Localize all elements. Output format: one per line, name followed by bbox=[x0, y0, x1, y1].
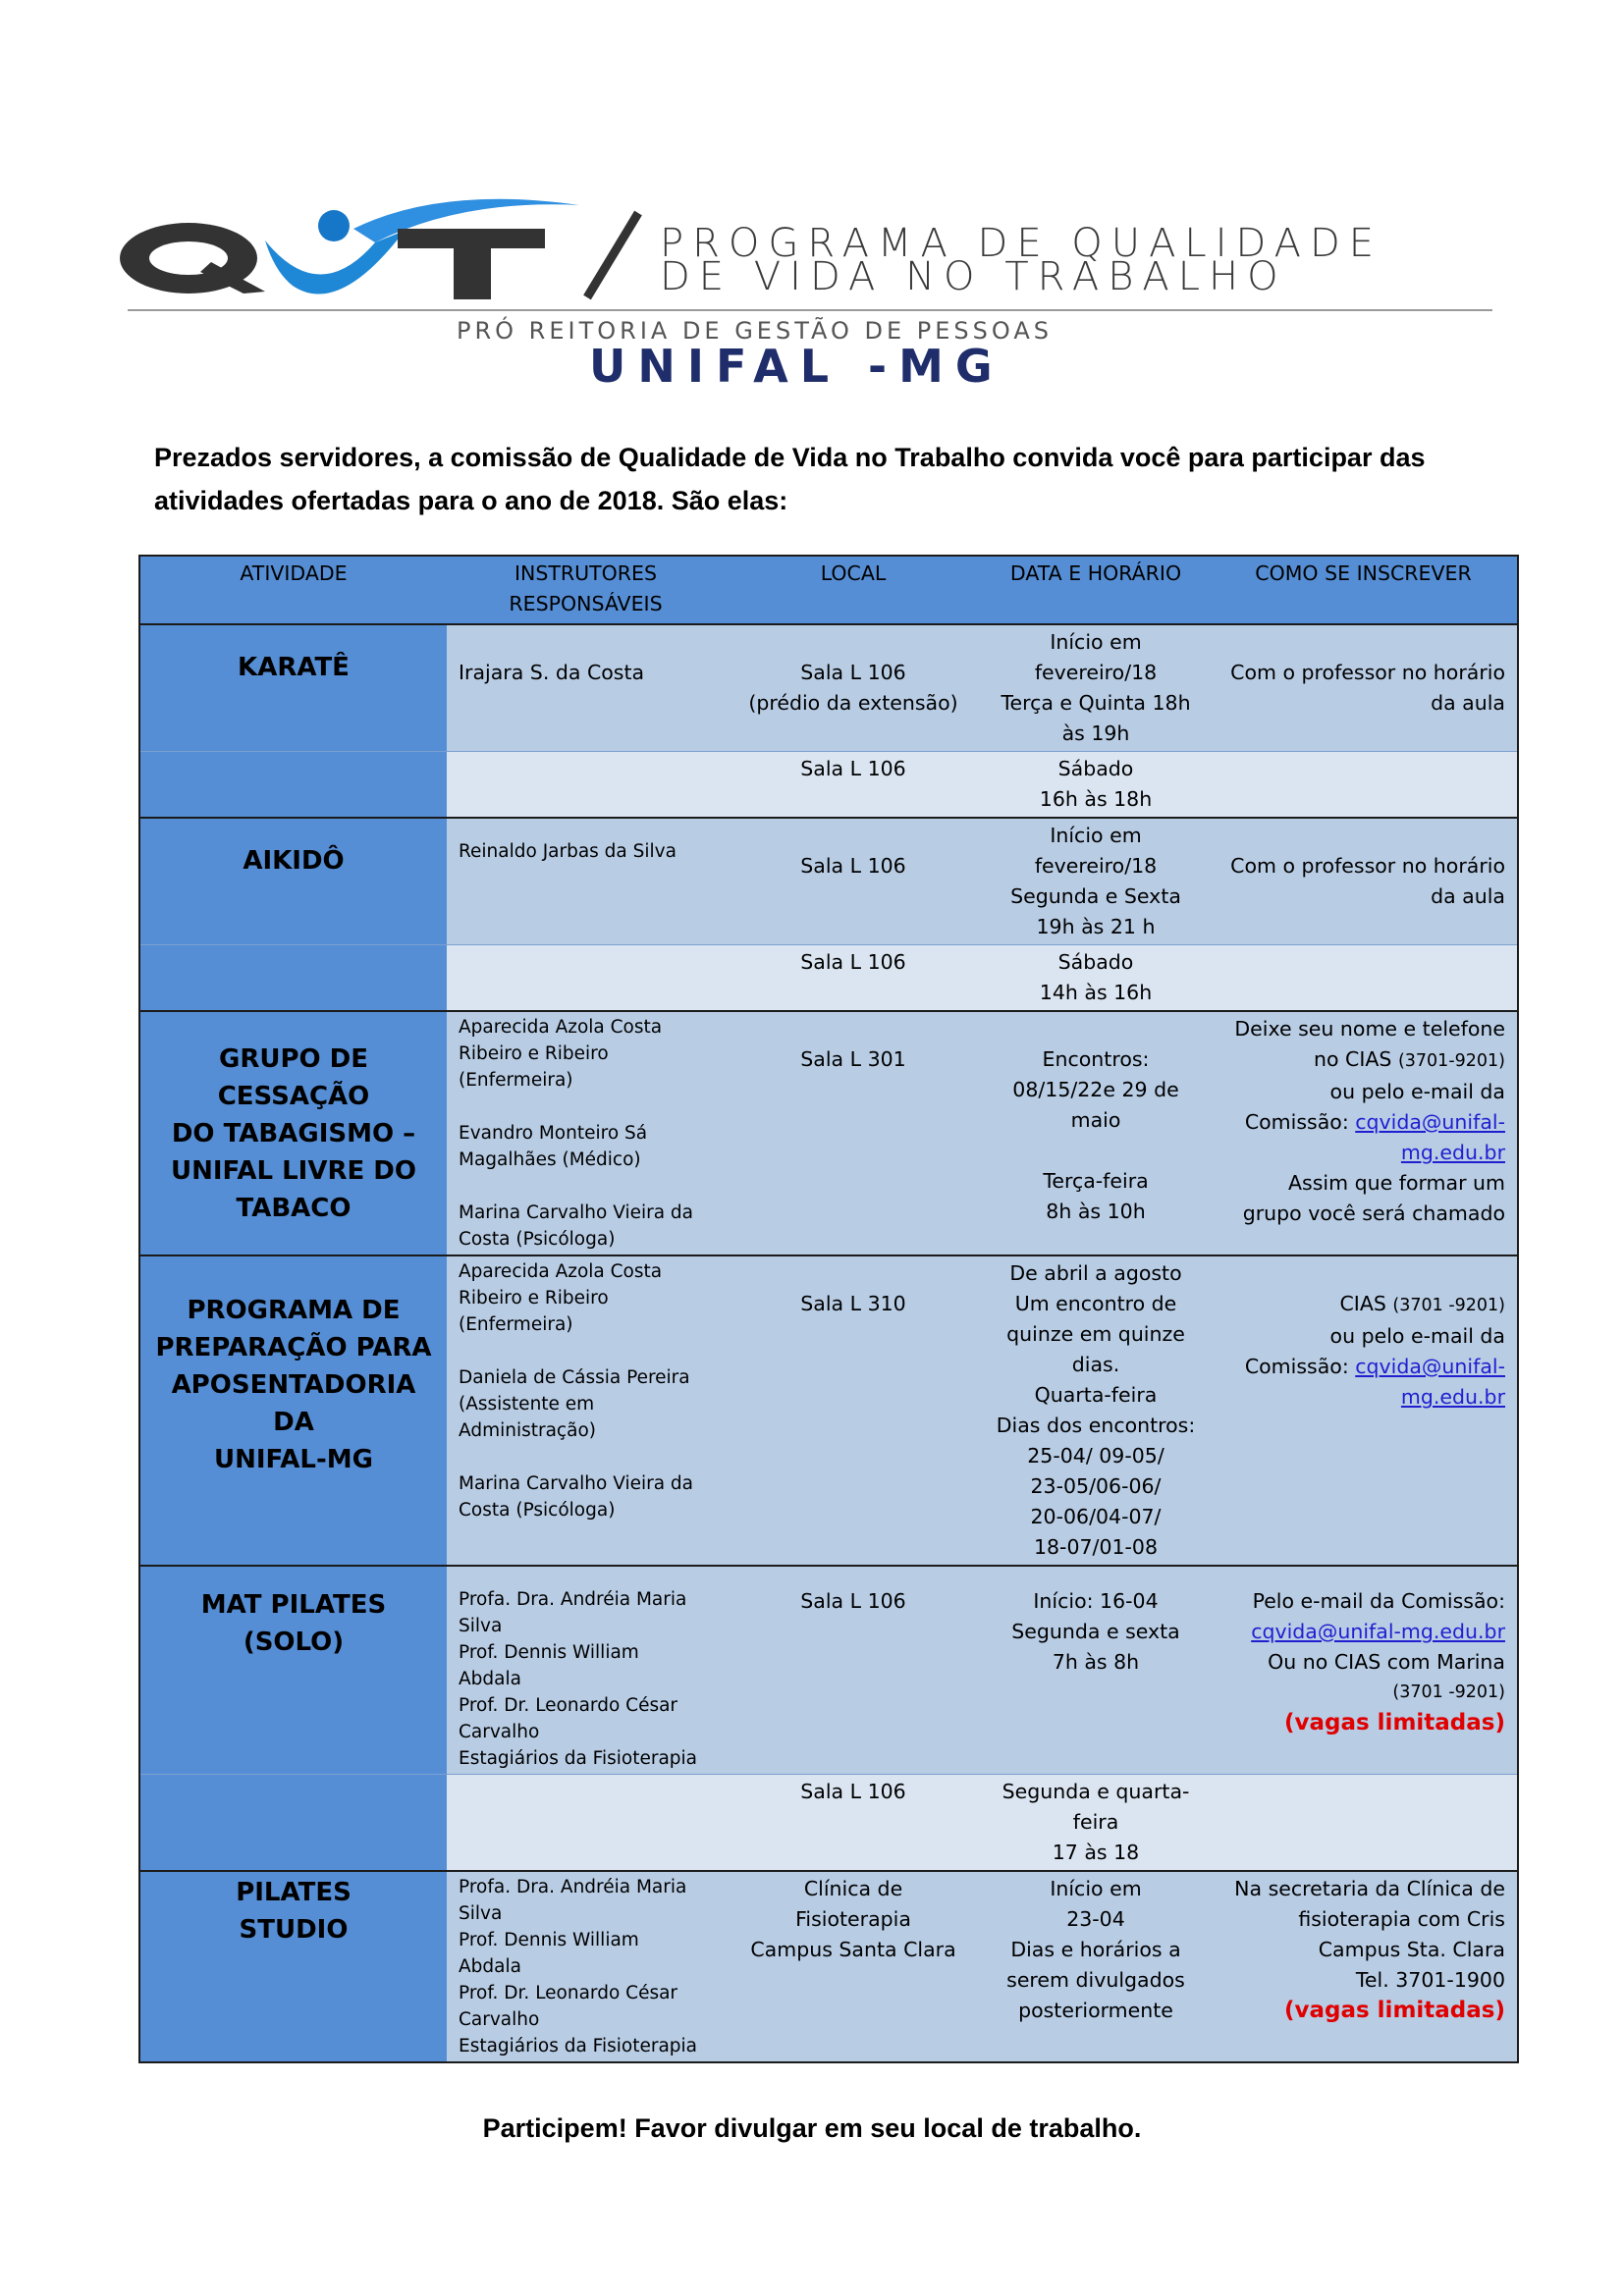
instructor-line: (Enfermeira) bbox=[459, 1314, 573, 1335]
como-tabagismo-line: grupo você será chamado bbox=[1242, 1201, 1505, 1225]
instructor-mat-pilates bbox=[447, 1566, 725, 1775]
instructor-pilates-studio bbox=[447, 1871, 725, 2062]
data-aposentadoria-line: 25-04/ 09-05/ bbox=[1027, 1444, 1164, 1468]
data-pilates-studio-line: serem divulgados bbox=[1006, 1968, 1185, 1992]
table-row-pilates-studio bbox=[139, 1871, 1518, 2062]
email-link[interactable]: cqvida@unifal- bbox=[1355, 1355, 1505, 1378]
instructor-line: Estagiários da Fisioterapia bbox=[459, 1748, 698, 1769]
local-karate-saturday: Sala L 106 bbox=[725, 752, 982, 819]
data-aikido-line: 19h às 21 h bbox=[1036, 915, 1156, 938]
instructor-line: Prof. Dr. Leonardo César bbox=[459, 1695, 678, 1716]
instructor-line: Evandro Monteiro Sá bbox=[459, 1123, 648, 1144]
limited-spots-notice: (vagas limitadas) bbox=[1283, 1710, 1505, 1735]
activity-mat-pilates bbox=[139, 1566, 447, 1775]
data-karate-line: Início em bbox=[1050, 630, 1142, 654]
header-local: LOCAL bbox=[725, 556, 982, 624]
activity-aposentadoria bbox=[139, 1255, 447, 1566]
activity-tabagismo-line: GRUPO DE CESSAÇÃO bbox=[217, 1043, 370, 1111]
data-karate-line: Terça e Quinta 18h bbox=[1001, 691, 1191, 715]
como-empty bbox=[1210, 945, 1518, 1012]
como-aposentadoria-line bbox=[1221, 1289, 1505, 1321]
data-aposentadoria-line: 20-06/04-07/ bbox=[1030, 1505, 1162, 1528]
instructor-line: Aparecida Azola Costa bbox=[459, 1261, 663, 1282]
instructor-aposentadoria bbox=[447, 1255, 725, 1566]
data-aikido-line: Início em bbox=[1050, 824, 1142, 847]
data-mat-pilates-line: Início: 16-04 bbox=[1033, 1589, 1159, 1613]
data-karate-saturday bbox=[982, 752, 1210, 819]
instructor-line: Carvalho bbox=[459, 1722, 540, 1742]
activity-empty bbox=[139, 752, 447, 819]
data-pilates-studio-line: posteriormente bbox=[1018, 1999, 1173, 2022]
como-cias-phone: (3701-9201) bbox=[1397, 1051, 1505, 1071]
activity-tabagismo-line: DO TABAGISMO – bbox=[171, 1118, 416, 1148]
data-tabagismo-line: maio bbox=[1070, 1108, 1121, 1132]
data-tabagismo-line: 8h às 10h bbox=[1046, 1200, 1146, 1223]
local-mat-pilates: Sala L 106 bbox=[725, 1566, 982, 1775]
instructor-line: Prof. Dennis William bbox=[459, 1930, 639, 1950]
local-tabagismo: Sala L 301 bbox=[725, 1011, 982, 1255]
data-pilates-studio bbox=[982, 1871, 1210, 2062]
local-pilates-studio-line: Fisioterapia bbox=[795, 1907, 911, 1931]
como-pilates-studio-line: fisioterapia com Cris bbox=[1298, 1907, 1505, 1931]
data-tabagismo-line: Encontros: bbox=[1042, 1047, 1150, 1071]
activity-empty bbox=[139, 1775, 447, 1872]
data-karate-saturday-line: 16h às 18h bbox=[1039, 787, 1153, 811]
header-instrutores bbox=[447, 556, 725, 624]
como-comissao-text: Comissão: bbox=[1244, 1110, 1356, 1134]
como-cias-phone: (3701 -9201) bbox=[1392, 1682, 1505, 1702]
como-pilates-studio-line: Na secretaria da Clínica de bbox=[1234, 1877, 1505, 1900]
email-link-continued[interactable]: mg.edu.br bbox=[1400, 1385, 1505, 1409]
data-mat-pilates-extra-line: Segunda e quarta- bbox=[1001, 1780, 1190, 1803]
instructor-line: Ribeiro e Ribeiro bbox=[459, 1288, 609, 1308]
unifal-label: UNIFAL -MG bbox=[589, 340, 1004, 393]
local-mat-pilates-extra: Sala L 106 bbox=[725, 1775, 982, 1872]
data-mat-pilates-line: 7h às 8h bbox=[1052, 1650, 1140, 1674]
como-pilates-studio-line: Campus Sta. Clara bbox=[1318, 1938, 1505, 1961]
data-karate-saturday-line: Sábado bbox=[1057, 757, 1134, 780]
activity-aikido: AIKIDÔ bbox=[139, 818, 447, 945]
table-header-row bbox=[139, 556, 1518, 624]
email-link[interactable]: cqvida@unifal- bbox=[1355, 1110, 1505, 1134]
instructor-line: Daniela de Cássia Pereira bbox=[459, 1367, 690, 1388]
activity-aposentadoria-line: APOSENTADORIA DA bbox=[171, 1370, 416, 1437]
instructor-line: Costa (Psicóloga) bbox=[459, 1229, 616, 1250]
data-aikido-line: fevereiro/18 bbox=[1034, 854, 1158, 878]
data-aikido bbox=[982, 818, 1210, 945]
como-aposentadoria bbox=[1210, 1255, 1518, 1566]
instructor-line: Profa. Dra. Andréia Maria bbox=[459, 1589, 687, 1610]
instructor-line: Prof. Dr. Leonardo César bbox=[459, 1983, 678, 2003]
data-karate-line: fevereiro/18 bbox=[1034, 661, 1158, 684]
table-row-aikido bbox=[139, 818, 1518, 945]
como-tabagismo-line bbox=[1221, 1044, 1505, 1077]
local-pilates-studio-line: Clínica de bbox=[803, 1877, 903, 1900]
instructor-line: Aparecida Azola Costa bbox=[459, 1017, 663, 1038]
como-empty bbox=[1210, 752, 1518, 819]
header-divider bbox=[128, 309, 1492, 311]
data-mat-pilates-line: Segunda e sexta bbox=[1011, 1620, 1180, 1643]
activity-tabagismo-line: UNIFAL LIVRE DO bbox=[171, 1155, 416, 1186]
instructor-line: Magalhães (Médico) bbox=[459, 1149, 641, 1170]
qvt-logo bbox=[118, 191, 648, 309]
header-atividade: ATIVIDADE bbox=[139, 556, 447, 624]
como-karate-line: da aula bbox=[1431, 691, 1505, 715]
data-tabagismo-line: 08/15/22e 29 de bbox=[1012, 1078, 1179, 1101]
como-tabagismo-line: ou pelo e-mail da bbox=[1329, 1080, 1505, 1103]
activity-pilates-studio-line: PILATES bbox=[236, 1878, 352, 1907]
instructor-tabagismo bbox=[447, 1011, 725, 1255]
data-pilates-studio-line: Início em bbox=[1050, 1877, 1142, 1900]
data-mat-pilates-extra-line: 17 às 18 bbox=[1052, 1841, 1140, 1864]
instructor-line: Ribeiro e Ribeiro bbox=[459, 1043, 609, 1064]
activity-aposentadoria-line: PROGRAMA DE bbox=[187, 1296, 401, 1325]
header-logo bbox=[118, 191, 1492, 398]
local-karate-line1: Sala L 106 bbox=[800, 661, 906, 684]
table-row-karate-saturday bbox=[139, 752, 1518, 819]
como-tabagismo-line: Deixe seu nome e telefone bbox=[1234, 1017, 1505, 1041]
program-title-line2: DE VIDA NO TRABALHO bbox=[660, 254, 1287, 299]
data-pilates-studio-line: Dias e horários a bbox=[1010, 1938, 1181, 1961]
activity-pilates-studio bbox=[139, 1871, 447, 2062]
instructor-empty bbox=[447, 945, 725, 1012]
local-aikido-saturday: Sala L 106 bbox=[725, 945, 982, 1012]
instructor-line: Administração) bbox=[459, 1420, 596, 1441]
activity-mat-pilates-line: MAT PILATES bbox=[200, 1590, 387, 1620]
data-aposentadoria bbox=[982, 1255, 1210, 1566]
data-aposentadoria-line: dias. bbox=[1071, 1353, 1120, 1376]
data-aposentadoria-line: Dias dos encontros: bbox=[996, 1414, 1196, 1437]
email-link-continued[interactable]: mg.edu.br bbox=[1400, 1141, 1505, 1164]
email-link[interactable]: cqvida@unifal-mg.edu.br bbox=[1251, 1620, 1505, 1643]
como-aposentadoria-line: ou pelo e-mail da bbox=[1329, 1324, 1505, 1348]
table-row-aikido-saturday bbox=[139, 945, 1518, 1012]
instructor-line: Profa. Dra. Andréia Maria bbox=[459, 1877, 687, 1897]
activity-tabagismo bbox=[139, 1011, 447, 1255]
data-aposentadoria-line: 23-05/06-06/ bbox=[1030, 1474, 1162, 1498]
como-karate bbox=[1210, 624, 1518, 752]
como-pilates-studio bbox=[1210, 1871, 1518, 2062]
data-aposentadoria-line: Um encontro de bbox=[1014, 1292, 1177, 1315]
header-instrutores-line1: INSTRUTORES bbox=[514, 561, 658, 585]
intro-paragraph bbox=[154, 436, 1460, 522]
instructor-line: Marina Carvalho Vieira da bbox=[459, 1473, 694, 1494]
activity-mat-pilates-line: (SOLO) bbox=[243, 1628, 345, 1657]
como-aposentadoria-line bbox=[1221, 1352, 1505, 1382]
instructor-empty bbox=[447, 1775, 725, 1872]
como-cias-text: CIAS bbox=[1339, 1292, 1393, 1315]
table-row-karate bbox=[139, 624, 1518, 752]
data-pilates-studio-line: 23-04 bbox=[1066, 1907, 1125, 1931]
instructor-line: (Assistente em bbox=[459, 1394, 595, 1415]
instructor-karate: Irajara S. da Costa bbox=[447, 624, 725, 752]
data-karate-line: às 19h bbox=[1061, 721, 1130, 745]
activity-karate: KARATÊ bbox=[139, 624, 447, 752]
como-mat-pilates bbox=[1210, 1566, 1518, 1775]
data-mat-pilates bbox=[982, 1566, 1210, 1775]
data-aikido-saturday bbox=[982, 945, 1210, 1012]
data-aposentadoria-line: 18-07/01-08 bbox=[1033, 1535, 1159, 1559]
table-row-tabagismo bbox=[139, 1011, 1518, 1255]
closing-message: Participem! Favor divulgar em seu local de trabalho. bbox=[482, 2113, 1142, 2143]
instructor-aikido: Reinaldo Jarbas da Silva bbox=[447, 818, 725, 945]
como-pilates-studio-line: Tel. 3701-1900 bbox=[1355, 1968, 1505, 1992]
como-mat-pilates-line: Ou no CIAS com Marina bbox=[1268, 1650, 1505, 1674]
instructor-line: (Enfermeira) bbox=[459, 1070, 573, 1091]
data-tabagismo-line: Terça-feira bbox=[1043, 1169, 1149, 1193]
como-comissao-text: Comissão: bbox=[1244, 1355, 1356, 1378]
data-aikido-saturday-line: 14h às 16h bbox=[1039, 981, 1153, 1004]
como-aikido-line: da aula bbox=[1431, 884, 1505, 908]
instructor-line: Costa (Psicóloga) bbox=[459, 1500, 616, 1521]
data-aikido-saturday-line: Sábado bbox=[1057, 950, 1134, 974]
como-empty bbox=[1210, 1775, 1518, 1872]
activity-aposentadoria-line: UNIFAL-MG bbox=[213, 1445, 374, 1474]
activity-aposentadoria-line: PREPARAÇÃO PARA bbox=[155, 1333, 432, 1362]
pro-reitoria-label: PRÓ REITORIA DE GESTÃO DE PESSOAS bbox=[457, 317, 1054, 345]
local-pilates-studio-line: Campus Santa Clara bbox=[750, 1938, 956, 1961]
instructor-line: Estagiários da Fisioterapia bbox=[459, 2036, 698, 2056]
instructor-line: Silva bbox=[459, 1903, 503, 1924]
intro-line-1: Prezados servidores, a comissão de Qualidade de Vida no Trabalho convida você para participar das bbox=[154, 443, 1426, 472]
limited-spots-notice: (vagas limitadas) bbox=[1283, 1998, 1505, 2023]
activities-table bbox=[138, 555, 1519, 2063]
table-row-aposentadoria bbox=[139, 1255, 1518, 1566]
table-row-mat-pilates-extra bbox=[139, 1775, 1518, 1872]
como-karate-line: Com o professor no horário bbox=[1230, 661, 1505, 684]
instructor-line: Carvalho bbox=[459, 2009, 540, 2030]
local-aikido: Sala L 106 bbox=[725, 818, 982, 945]
instructor-line: Abdala bbox=[459, 1669, 521, 1689]
activity-pilates-studio-line: STUDIO bbox=[239, 1915, 349, 1945]
local-aposentadoria: Sala L 310 bbox=[725, 1255, 982, 1566]
data-aikido-line: Segunda e Sexta bbox=[1010, 884, 1181, 908]
header-data: DATA E HORÁRIO bbox=[982, 556, 1210, 624]
como-mat-pilates-line: Pelo e-mail da Comissão: bbox=[1252, 1589, 1505, 1613]
data-mat-pilates-extra-line: feira bbox=[1072, 1810, 1119, 1834]
instructor-empty bbox=[447, 752, 725, 819]
table-row-mat-pilates bbox=[139, 1566, 1518, 1775]
local-pilates-studio bbox=[725, 1871, 982, 2062]
data-aposentadoria-line: Quarta-feira bbox=[1034, 1383, 1158, 1407]
como-aikido-line: Com o professor no horário bbox=[1230, 854, 1505, 878]
local-karate bbox=[725, 624, 982, 752]
header-como: COMO SE INSCREVER bbox=[1210, 556, 1518, 624]
instructor-line: Prof. Dennis William bbox=[459, 1642, 639, 1663]
program-title-line1: PROGRAMA DE QUALIDADE bbox=[660, 221, 1383, 266]
activity-tabagismo-line: TABACO bbox=[236, 1193, 352, 1223]
como-tabagismo-line: Assim que formar um bbox=[1288, 1171, 1505, 1195]
como-tabagismo bbox=[1210, 1011, 1518, 1255]
instructor-line: Abdala bbox=[459, 1956, 521, 1977]
data-mat-pilates-extra bbox=[982, 1775, 1210, 1872]
instructor-line: Silva bbox=[459, 1616, 503, 1636]
data-aposentadoria-line: De abril a agosto bbox=[1009, 1261, 1182, 1285]
instructor-line: Marina Carvalho Vieira da bbox=[459, 1202, 694, 1223]
como-aikido bbox=[1210, 818, 1518, 945]
como-cias-text: no CIAS bbox=[1313, 1047, 1398, 1071]
activity-empty bbox=[139, 945, 447, 1012]
local-karate-line2: (prédio da extensão) bbox=[748, 691, 958, 715]
header-instrutores-line2: RESPONSÁVEIS bbox=[509, 592, 663, 615]
intro-line-2: atividades ofertadas para o ano de 2018. São elas: bbox=[154, 486, 788, 515]
como-tabagismo-line bbox=[1221, 1107, 1505, 1138]
data-aposentadoria-line: quinze em quinze bbox=[1006, 1322, 1185, 1346]
data-tabagismo bbox=[982, 1011, 1210, 1255]
como-cias-phone: (3701 -9201) bbox=[1392, 1296, 1505, 1315]
data-karate bbox=[982, 624, 1210, 752]
